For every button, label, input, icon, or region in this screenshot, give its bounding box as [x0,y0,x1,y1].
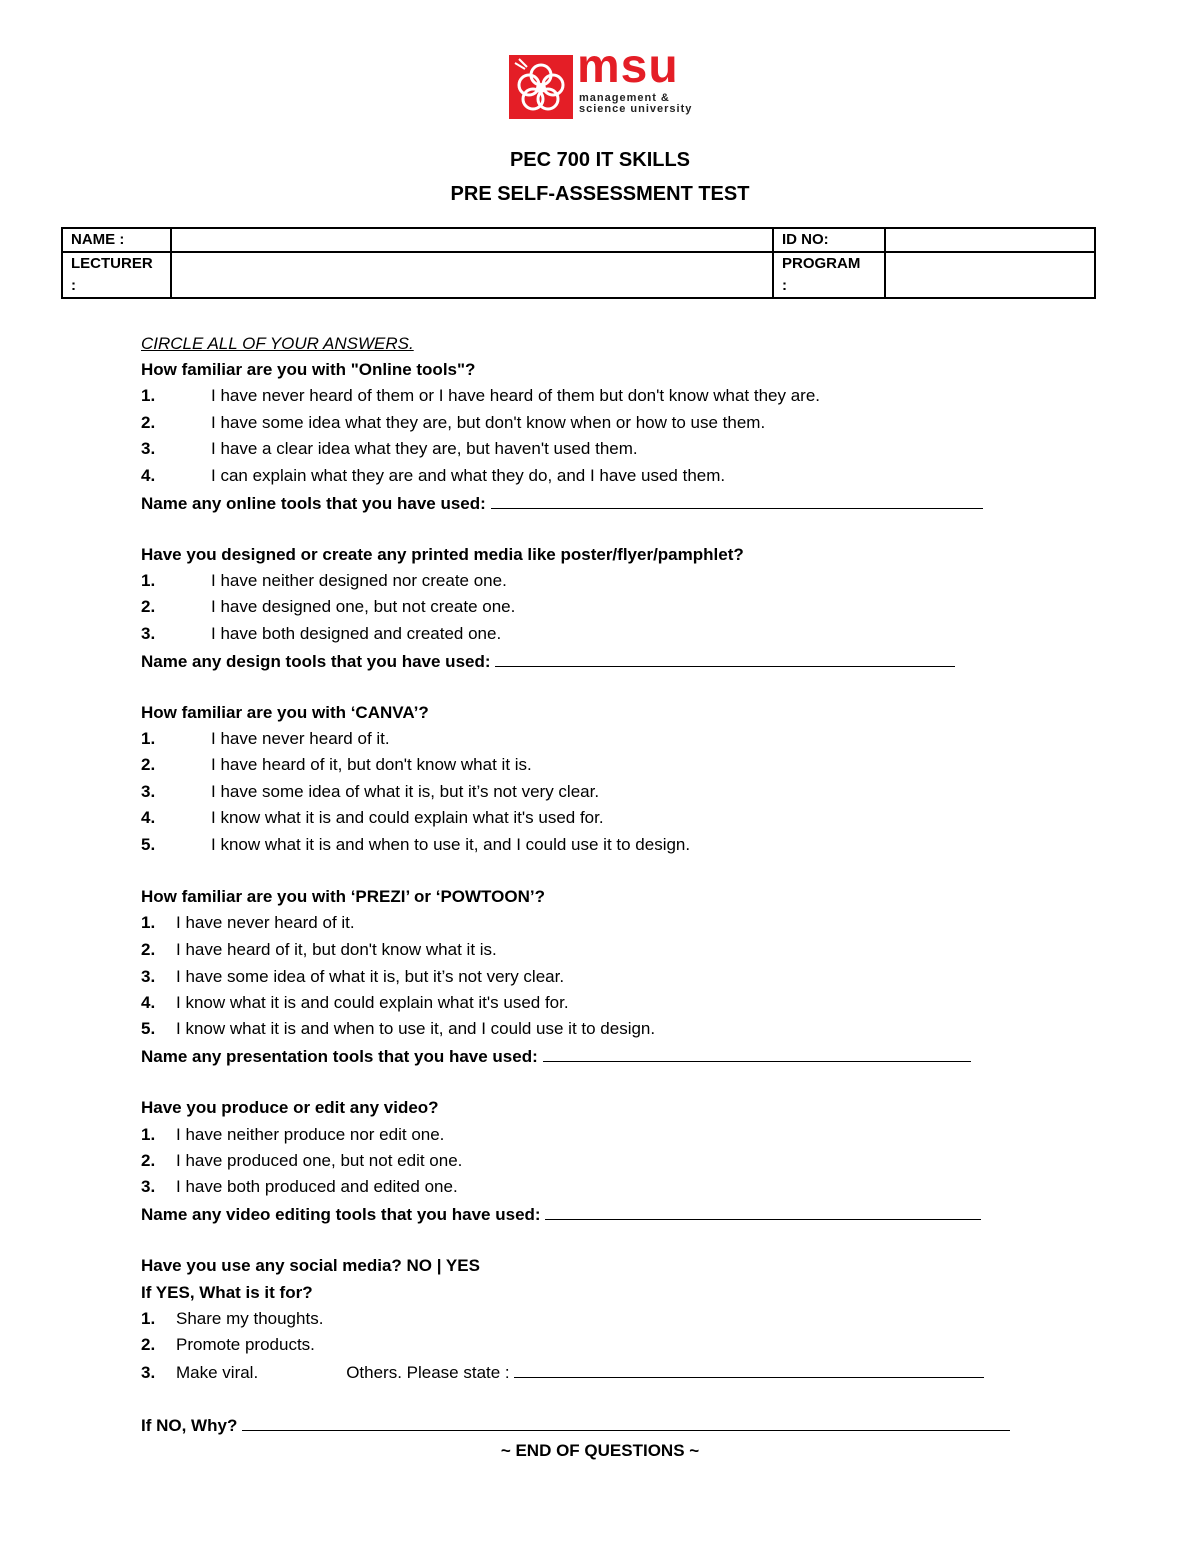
q1-option[interactable]: 2. I have some idea what they are, but don't know when or how to use them. [141,413,766,432]
name-field[interactable] [171,228,773,252]
q4-option[interactable]: 5. I know what it is and when to use it, and I could use it to design. [141,1019,656,1038]
id-field[interactable] [885,228,1095,252]
q6-option[interactable]: 3. Make viral. Others. Please state : [141,1359,984,1386]
q6-option[interactable]: 1. Share my thoughts. [141,1309,324,1328]
test-title: PRE SELF-ASSESSMENT TEST [450,183,750,205]
q5-option[interactable]: 1. I have neither produce nor edit one. [141,1125,445,1144]
q4-option[interactable]: 2. I have heard of it, but don't know what it is. [141,940,497,959]
q3-option[interactable]: 5. I know what it is and when to use it, and I could use it to design. [141,835,691,854]
logo-wordmark: msu [577,40,679,93]
q1-option[interactable]: 3. I have a clear idea what they are, but haven't used them. [141,439,638,458]
design-tools-answer-line[interactable] [495,648,955,667]
course-title: PEC 700 IT SKILLS [509,149,691,171]
msu-logo [509,40,695,121]
q1-question: How familiar are you with "Online tools"? [141,360,476,379]
q3-option[interactable]: 2. I have heard of it, but don't know what it is. [141,755,532,774]
q4-option[interactable]: 3. I have some idea of what it is, but it’s not very clear. [141,967,565,986]
no-reason-answer-line[interactable] [242,1412,1010,1431]
lecturer-label: LECTURER : [62,252,171,298]
end-of-questions: ~ END OF QUESTIONS ~ [500,1441,700,1460]
video-tools-answer-line[interactable] [545,1201,981,1220]
lecturer-field[interactable] [171,252,773,298]
instruction: CIRCLE ALL OF YOUR ANSWERS. [141,334,414,353]
q4-prompt: Name any presentation tools that you have used: [141,1043,971,1070]
program-field[interactable] [885,252,1095,298]
id-label: ID NO: [773,228,885,252]
q5-option[interactable]: 3. I have both produced and edited one. [141,1177,458,1196]
presentation-tools-answer-line[interactable] [543,1043,971,1062]
q2-question: Have you designed or create any printed media like poster/flyer/pamphlet? [141,545,744,564]
q1-option[interactable]: 1. I have never heard of them or I have heard of them but don't know what they are. [141,386,820,405]
q6-sub-question: If YES, What is it for? [141,1283,313,1302]
q4-question: How familiar are you with ‘PREZI’ or ‘POWTOON’? [141,887,545,906]
program-label: PROGRAM : [773,252,885,298]
q3-question: How familiar are you with ‘CANVA’? [141,703,429,722]
online-tools-answer-line[interactable] [491,490,983,509]
q2-option[interactable]: 1. I have neither designed nor create one. [141,571,507,590]
q6-question: Have you use any social media? NO | YES [141,1256,480,1275]
q2-prompt: Name any design tools that you have used: [141,648,955,675]
q4-option[interactable]: 1. I have never heard of it. [141,913,355,932]
q5-option[interactable]: 2. I have produced one, but not edit one. [141,1151,463,1170]
q2-option[interactable]: 3. I have both designed and created one. [141,624,502,643]
q4-option[interactable]: 4. I know what it is and could explain what it's used for. [141,993,569,1012]
q6-option[interactable]: 2. Promote products. [141,1335,315,1354]
q3-option[interactable]: 3. I have some idea of what it is, but it’s not very clear. [141,782,600,801]
q1-prompt: Name any online tools that you have used: [141,490,983,517]
q3-option[interactable]: 1. I have never heard of it. [141,729,390,748]
others-answer-line[interactable] [514,1359,984,1378]
q3-option[interactable]: 4. I know what it is and could explain what it's used for. [141,808,604,827]
others-label: Others. Please state : [346,1363,510,1382]
name-label: NAME : [62,228,171,252]
student-info-table [61,227,1096,299]
q1-option[interactable]: 4. I can explain what they are and what they do, and I have used them. [141,466,726,485]
hibiscus-logo-icon [509,55,573,119]
q2-option[interactable]: 2. I have designed one, but not create one. [141,597,516,616]
q5-prompt: Name any video editing tools that you have used: [141,1201,981,1228]
logo-subtitle: management & science university [579,92,693,115]
q5-question: Have you produce or edit any video? [141,1098,439,1117]
q6-no-prompt: If NO, Why? [141,1412,1010,1439]
